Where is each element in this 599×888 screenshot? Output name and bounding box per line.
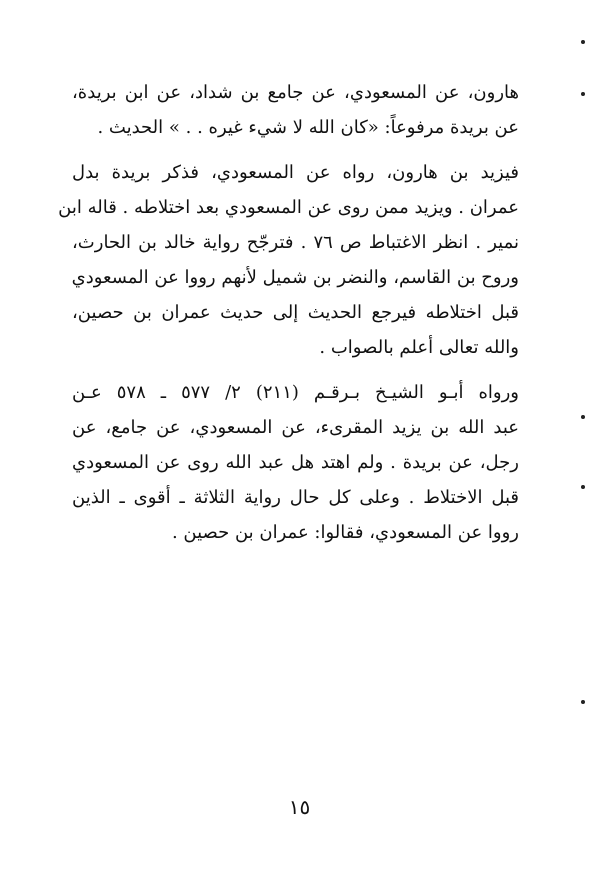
text-line: ورواه أبـو الشيـخ بـرقـم (٢١١) ٢/ ٥٧٧ ـ ٥٧٨ عـن	[72, 382, 519, 403]
text-line: عن بريدة مرفوعاً: «كان الله لا شيء غيره . . » الحديث .	[97, 117, 519, 138]
text-line: فيزيد بن هارون، رواه عن المسعودي، فذكر بريدة بدل	[72, 162, 519, 183]
text-line: قبل اختلاطه فيرجع الحديث إلى حديث عمران بن حصين،	[72, 302, 519, 323]
text-line: وروح بن القاسم، والنضر بن شميل لأنهم رووا عن المسعودي	[71, 267, 519, 288]
paragraph-1	[72, 75, 519, 145]
body-text	[58, 75, 519, 560]
edge-mark	[581, 415, 585, 419]
text-line: والله تعالى أعلم بالصواب .	[319, 337, 519, 358]
text-line: عمران . ويزيد ممن روى عن المسعودي بعد اختلاطه . قاله ابن	[58, 197, 519, 218]
edge-mark	[581, 485, 585, 489]
text-line: قبل الاختلاط . وعلى كل حال رواية الثلاثة ـ أقوى ـ الذين	[72, 487, 519, 508]
paragraph-2	[58, 155, 519, 365]
text-line: هارون، عن المسعودي، عن جامع بن شداد، عن ابن بريدة،	[72, 82, 519, 103]
paragraph-3	[72, 375, 519, 550]
text-line: رووا عن المسعودي، فقالوا: عمران بن حصين .	[171, 522, 519, 543]
edge-mark	[581, 40, 585, 44]
text-line: نمير . انظر الاغتباط ص ٧٦ . فترجّح رواية خالد بن الحارث،	[72, 232, 519, 253]
edge-mark	[581, 92, 585, 96]
edge-mark	[581, 700, 585, 704]
page-number: ١٥	[288, 795, 311, 819]
text-line: عبد الله بن يزيد المقرىء، عن المسعودي، عن جامع، عن	[72, 417, 519, 438]
text-line: رجل، عن بريدة . ولم اهتد هل عبد الله روى عن المسعودي	[72, 452, 519, 473]
